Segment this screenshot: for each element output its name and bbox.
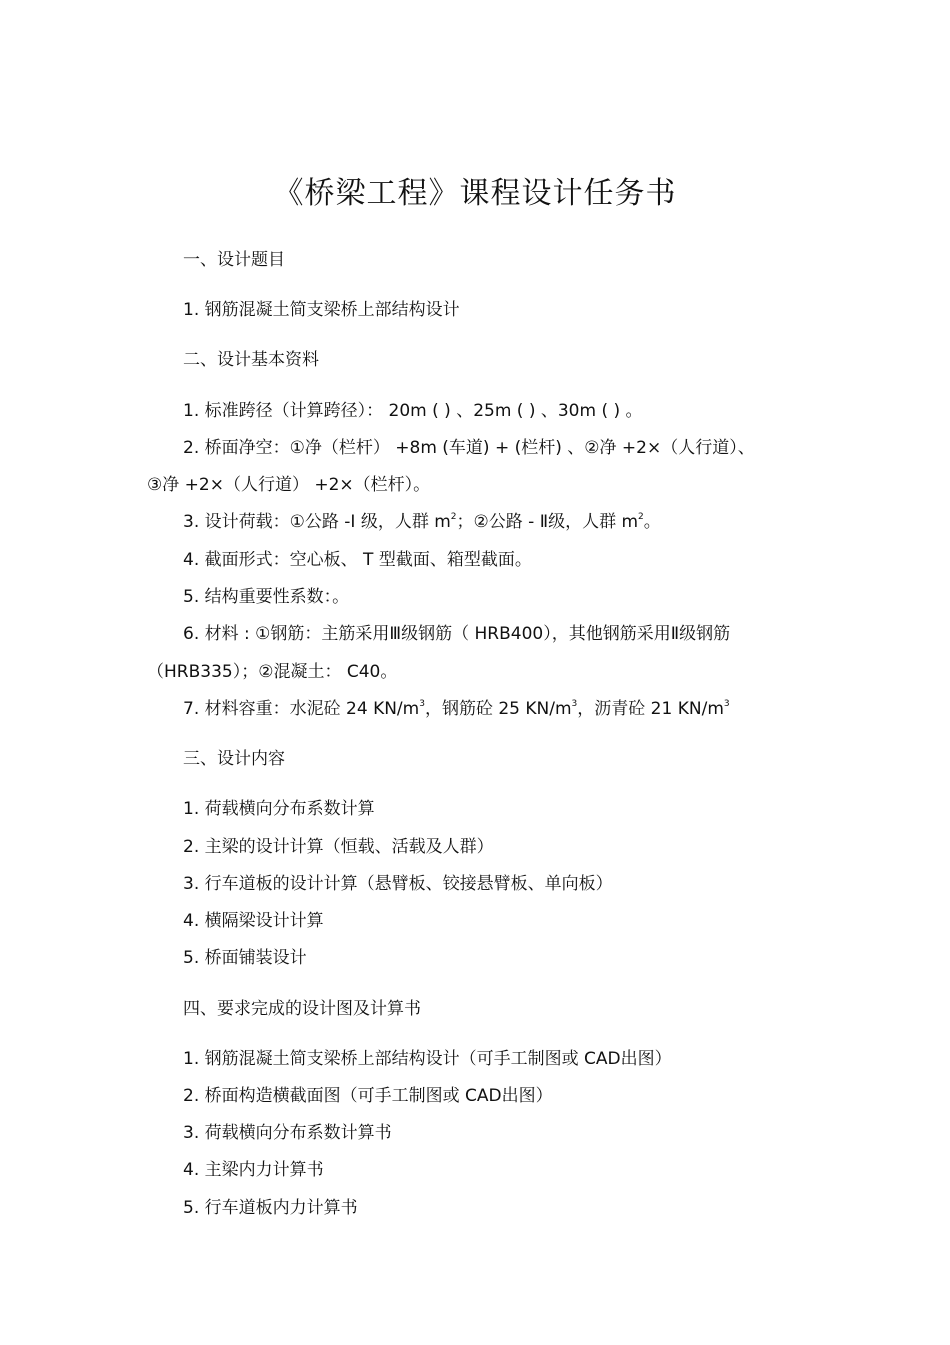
basic-data-item-7 — [183, 698, 730, 720]
load-text-b: ；②公路 - Ⅱ级，人群 m — [456, 512, 639, 532]
superscript: 2 — [638, 512, 644, 522]
basic-data-item-3 — [183, 511, 661, 533]
density-text-b: ，钢筋砼 25 KN/m — [424, 699, 572, 719]
section-heading-design-topic: 一、设计题目 — [183, 250, 285, 270]
load-text-c: 。 — [643, 512, 661, 532]
deliverable-item-4: 4. 主梁内力计算书 — [183, 1160, 324, 1180]
superscript: 3 — [571, 699, 578, 709]
basic-data-item-5: 5. 结构重要性系数：。 — [183, 587, 350, 607]
superscript: 3 — [419, 699, 425, 709]
deliverable-item-1: 1. 钢筋混凝土简支梁桥上部结构设计（可手工制图或 CAD出图） — [183, 1049, 672, 1069]
topic-item-1: 1. 钢筋混凝土简支梁桥上部结构设计 — [183, 300, 460, 320]
content-item-2: 2. 主梁的设计计算（恒载、活载及人群） — [183, 837, 494, 857]
content-item-3: 3. 行车道板的设计计算（悬臂板、铰接悬臂板、单向板） — [183, 874, 613, 894]
density-text-a: 7. 材料容重：水泥砼 24 KN/m — [183, 699, 420, 719]
deliverable-item-3: 3. 荷载横向分布系数计算书 — [183, 1123, 392, 1143]
superscript: 2 — [450, 512, 457, 522]
basic-data-item-6: 6. 材料 : ①钢筋：主筋采用Ⅲ级钢筋（ HRB400），其他钢筋采用Ⅱ级钢筋 — [183, 624, 731, 644]
deliverable-item-5: 5. 行车道板内力计算书 — [183, 1198, 358, 1218]
section-heading-basic-data: 二、设计基本资料 — [183, 350, 319, 370]
content-item-4: 4. 横隔梁设计计算 — [183, 911, 324, 931]
basic-data-item-2: 2. 桥面净空：①净（栏杆） +8m (车道) + (栏杆) 、②净 +2×（人行道）、 — [183, 438, 755, 458]
basic-data-item-1: 1. 标准跨径（计算跨径）： 20m ( ) 、25m ( ) 、30m ( ) 。 — [183, 401, 643, 421]
deliverable-item-2: 2. 桥面构造横截面图（可手工制图或 CAD出图） — [183, 1086, 553, 1106]
content-item-5: 5. 桥面铺装设计 — [183, 948, 307, 968]
section-heading-design-content: 三、设计内容 — [183, 749, 285, 769]
load-text-a: 3. 设计荷载：①公路 -I 级，人群 m — [183, 512, 451, 532]
density-text-c: ，沥青砼 21 KN/m — [577, 699, 724, 719]
basic-data-item-4: 4. 截面形式：空心板、 T 型截面、箱型截面。 — [183, 550, 532, 570]
basic-data-item-6-continued: （HRB335）；②混凝土： C40。 — [147, 662, 398, 682]
section-heading-deliverables: 四、要求完成的设计图及计算书 — [183, 999, 421, 1019]
content-item-1: 1. 荷载横向分布系数计算 — [183, 799, 375, 819]
document-title: 《桥梁工程》课程设计任务书 — [273, 176, 677, 211]
basic-data-item-2-continued: ③净 +2×（人行道） +2×（栏杆）。 — [147, 475, 431, 495]
superscript: 3 — [723, 699, 730, 709]
